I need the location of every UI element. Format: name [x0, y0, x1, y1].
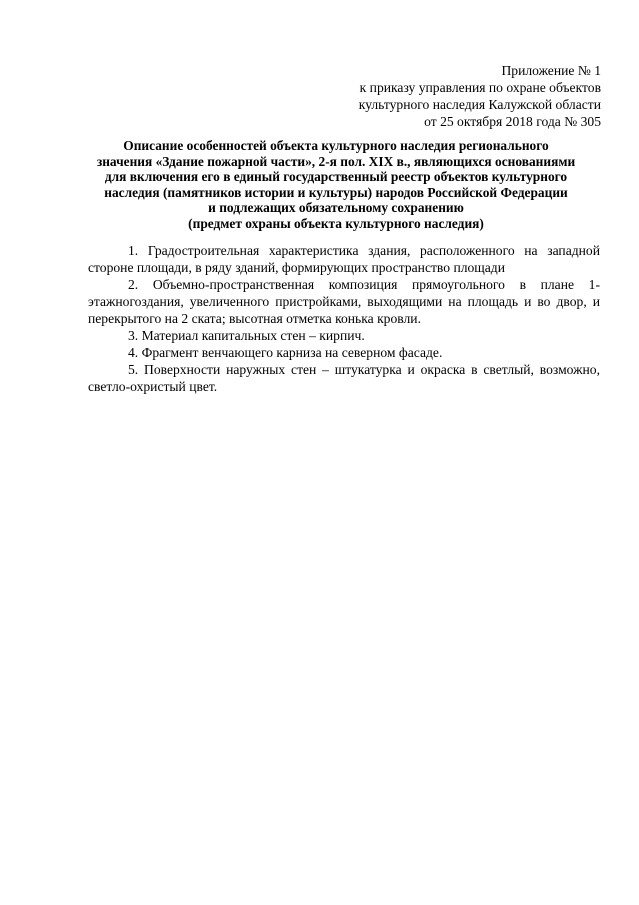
list-item: 4. Фрагмент венчающего карниза на северном фасаде.: [128, 345, 443, 360]
order-date-number: от 25 октября 2018 года № 305: [424, 114, 601, 129]
appendix-number: Приложение № 1: [501, 63, 601, 78]
title-line-3: для включения его в единый государственный реестр объектов культурного: [104, 169, 568, 185]
title-line-6: (предмет охраны объекта культурного наследия): [188, 215, 484, 231]
order-reference: к приказу управления по охране объектов: [359, 80, 601, 95]
protection-items-list: [88, 242, 600, 395]
list-item: 2. Объемно-пространственная композиция прямоугольного в плане 1-этажногоздания, увеличенного пристройками, выходящими на площадь и во двор, и перекрытого на 2 ската; высотная отметка конька кровли.: [88, 277, 600, 326]
list-item: 3. Материал капитальных стен – кирпич.: [128, 328, 365, 343]
issuing-authority: культурного наследия Калужской области: [358, 97, 601, 112]
appendix-header: [301, 62, 601, 130]
list-item: 1. Градостроительная характеристика здания, расположенного на западной стороне площади, в ряду зданий, формирующих пространство площади: [88, 243, 600, 275]
title-line-1: Описание особенностей объекта культурного наследия регионального: [123, 138, 549, 153]
document-title: [66, 138, 606, 232]
title-line-5: и подлежащих обязательному сохранению: [208, 200, 464, 216]
title-line-4: наследия (памятников истории и культуры) народов Российской Федерации: [104, 184, 568, 200]
list-item: 5. Поверхности наружных стен – штукатурка и окраска в светлый, возможно, светло-охристый цвет.: [88, 362, 600, 394]
title-line-2: значения «Здание пожарной части», 2-я пол. XIX в., являющихся основаниями: [96, 153, 576, 169]
